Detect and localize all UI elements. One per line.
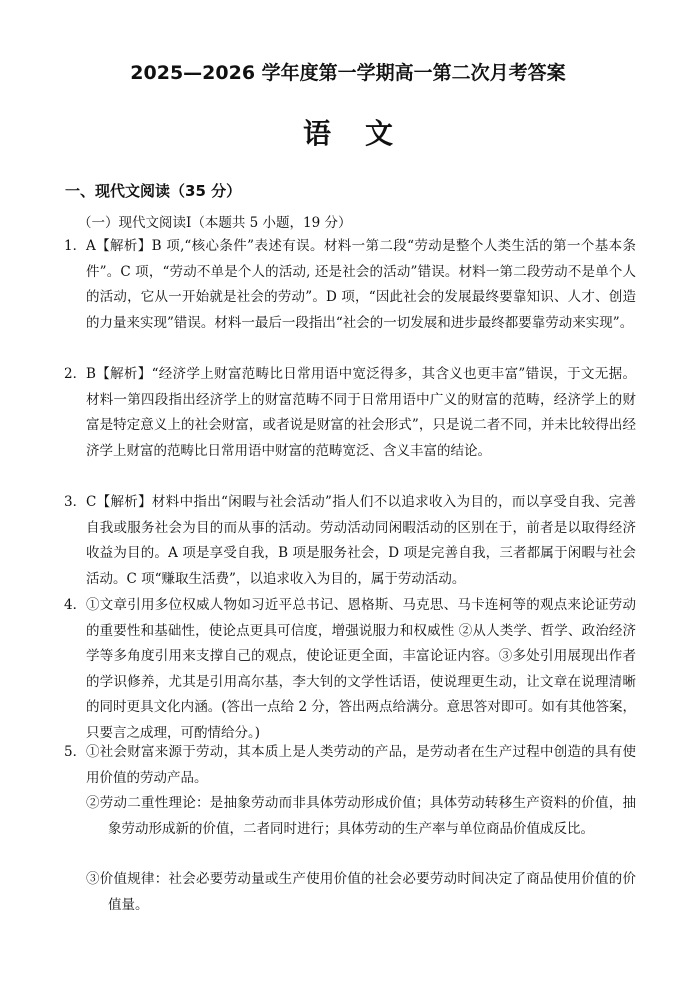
answer-item xyxy=(64,490,636,592)
answer-text: A【解析】B 项,“核心条件”表述有误。材料一第二段“劳动是整个人类生活的第一个基本条件”。C 项，“劳动不单是个人的活动, 还是社会的活动”错误。材料一第二段劳动不是单个人的活动，它从一开始就是社会的劳动”。D 项，“因此社会的发展最终要靠知识、人才、创造的力量来实现”错误。材料一最后一段指出“社会的一切发展和进步最终都要靠劳动来实现”。 xyxy=(86,238,636,331)
answer-subpoint-text: ②劳动二重性理论：是抽象劳动而非具体劳动形成价值；具体劳动转移生产资料的价值，抽象劳动形成新的价值，二者同时进行；具体劳动的生产率与单位商品价值成反比。 xyxy=(86,795,636,837)
answer-item xyxy=(64,362,636,464)
answer-item xyxy=(64,593,636,746)
answer-text: ①社会财富来源于劳动，其本质上是人类劳动的产品，是劳动者在生产过程中创造的具有使用价值的劳动产品。 xyxy=(86,744,636,786)
subject-char-2: 文 xyxy=(365,117,394,150)
answer-subpoint xyxy=(86,867,636,918)
answer-number: 2． xyxy=(64,366,87,382)
answer-subpoint-text: ③价值规律：社会必要劳动量或生产使用价值的社会必要劳动时间决定了商品使用价值的价值量。 xyxy=(86,871,636,913)
answer-number: 1． xyxy=(64,238,87,254)
subject-char-1: 语 xyxy=(302,117,331,150)
answer-item xyxy=(64,740,636,791)
answer-number: 3． xyxy=(64,494,87,510)
answer-number: 4． xyxy=(64,597,87,613)
answer-text: B【解析】“经济学上财富范畴比日常用语中宽泛得多，其含义也更丰富”错误，于文无据。材料一第四段指出经济学上的财富范畴不同于日常用语中广义的财富的范畴，经济学上的财富是特定意义上的社会财富，或者说是财富的社会形式”，只是说二者不同，并未比较得出经济学上财富的范畴比日常用语中财富的范畴宽泛、含义丰富的结论。 xyxy=(86,366,636,459)
subject-title xyxy=(0,112,696,152)
answer-text: ①文章引用多位权威人物如习近平总书记、恩格斯、马克思、马卡连柯等的观点来论证劳动的重要性和基础性，使论点更具可信度，增强说服力和权威性 ②从人类学、哲学、政治经济学等多角度引用来支撑自己的观点，使论证更全面，丰富论证内容。③多处引用展现出作者的学识修养，尤其是引用高尔基，李大钊的文学性话语，使说理更生动，让文章在说理清晰的同时更具文化内涵。(答出一点给 2 分，答出两点给满分。意思答对即可。如有其他答案，只要言之成理，可酌情给分。) xyxy=(86,597,636,741)
answer-item xyxy=(64,234,636,336)
answer-subpoint xyxy=(86,791,636,842)
answer-number: 5． xyxy=(64,744,87,760)
section-heading: 一、现代文阅读（35 分） xyxy=(65,182,242,200)
sub-section-heading: （一）现代文阅读Ⅰ（本题共 5 小题，19 分） xyxy=(78,215,352,231)
answer-text: C【解析】材料中指出“闲暇与社会活动”指人们不以追求收入为目的，而以享受自我、完善自我或服务社会为目的而从事的活动。劳动活动同闲暇活动的区别在于，前者是以取得经济收益为目的。A 项是享受自我，B 项是服务社会，D 项是完善自我，三者都属于闲暇与社会活动。C 项“赚取生活费”，以追求收入为目的，属于劳动活动。 xyxy=(86,494,636,587)
document-title: 2025—2026 学年度第一学期高一第二次月考答案 xyxy=(130,62,566,84)
